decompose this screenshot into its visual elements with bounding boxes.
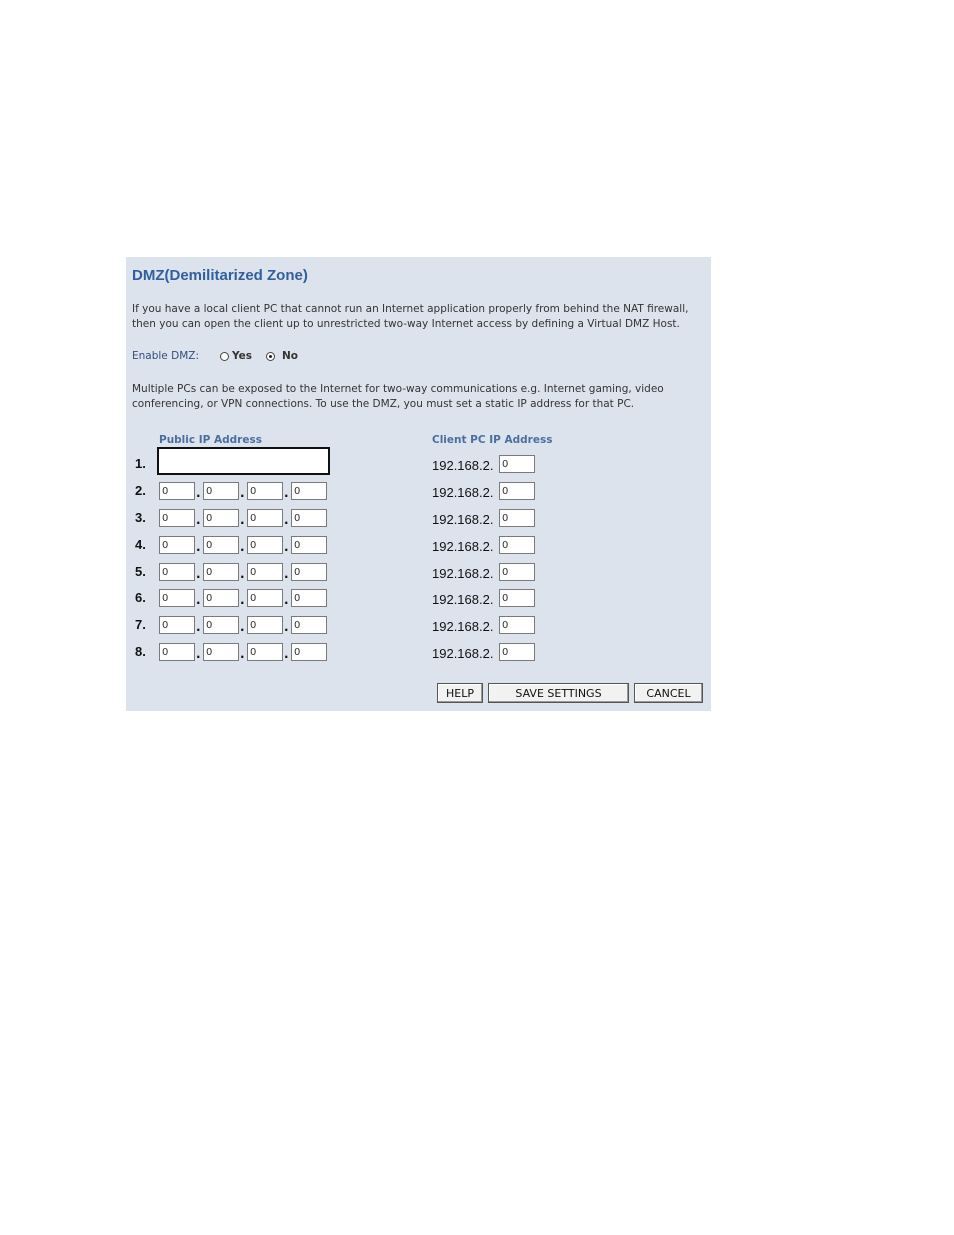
- client-ip-last-octet[interactable]: [499, 536, 535, 554]
- intro-text: If you have a local client PC that cannot run an Internet application properly from behind the NAT firewall, then you can open the client up to unrestricted two-way Internet access by defining a Virtual DMZ Host.: [132, 303, 689, 330]
- client-ip-prefix: 192.168.2.: [432, 646, 494, 661]
- client-ip-last-octet[interactable]: [499, 482, 535, 500]
- row-number: 5.: [135, 564, 146, 579]
- row-number: 2.: [135, 483, 146, 498]
- public-ip-octet-3[interactable]: [247, 616, 283, 634]
- dmz-row: [126, 481, 711, 501]
- public-ip-octet-1[interactable]: [159, 589, 195, 607]
- public-ip-octet-4[interactable]: [291, 643, 327, 661]
- cancel-button[interactable]: CANCEL: [634, 683, 703, 703]
- octet-separator: .: [284, 513, 289, 527]
- octet-separator: .: [284, 486, 289, 500]
- dmz-row: [126, 588, 711, 608]
- public-ip-octet-2[interactable]: [203, 509, 239, 527]
- client-ip-prefix: 192.168.2.: [432, 539, 494, 554]
- public-ip-octet-2[interactable]: [203, 589, 239, 607]
- octet-separator: .: [240, 486, 245, 500]
- public-ip-octet-2[interactable]: [203, 482, 239, 500]
- client-ip-prefix: 192.168.2.: [432, 566, 494, 581]
- client-ip-header: Client PC IP Address: [432, 434, 553, 446]
- public-ip-octet-3[interactable]: [247, 643, 283, 661]
- public-ip-octet-4[interactable]: [291, 536, 327, 554]
- client-ip-last-octet[interactable]: [499, 563, 535, 581]
- radio-yes[interactable]: [220, 352, 229, 361]
- public-ip-octet-2[interactable]: [203, 643, 239, 661]
- public-ip-input[interactable]: [157, 447, 330, 475]
- public-ip-octet-2[interactable]: [203, 616, 239, 634]
- octet-separator: .: [196, 486, 201, 500]
- public-ip-octet-4[interactable]: [291, 563, 327, 581]
- public-ip-octet-1[interactable]: [159, 482, 195, 500]
- public-ip-octet-3[interactable]: [247, 509, 283, 527]
- radio-no[interactable]: [266, 352, 275, 361]
- public-ip-octet-2[interactable]: [203, 563, 239, 581]
- dmz-row: [126, 642, 711, 662]
- public-ip-octet-1[interactable]: [159, 563, 195, 581]
- row-number: 8.: [135, 644, 146, 659]
- client-ip-prefix: 192.168.2.: [432, 512, 494, 527]
- octet-separator: .: [284, 540, 289, 554]
- octet-separator: .: [196, 593, 201, 607]
- note-text: Multiple PCs can be exposed to the Internet for two-way communications e.g. Internet gaming, video conferencing, or VPN connections. To use the DMZ, you must set a static IP address for that PC.: [132, 383, 664, 410]
- octet-separator: .: [196, 647, 201, 661]
- row-number: 7.: [135, 617, 146, 632]
- octet-separator: .: [196, 540, 201, 554]
- dmz-row: [126, 562, 711, 582]
- dmz-row: [126, 535, 711, 555]
- enable-dmz-label: Enable DMZ:: [132, 350, 199, 362]
- public-ip-octet-4[interactable]: [291, 482, 327, 500]
- public-ip-octet-1[interactable]: [159, 643, 195, 661]
- octet-separator: .: [240, 540, 245, 554]
- public-ip-octet-1[interactable]: [159, 536, 195, 554]
- public-ip-octet-4[interactable]: [291, 616, 327, 634]
- public-ip-octet-3[interactable]: [247, 536, 283, 554]
- dmz-row: [126, 454, 711, 474]
- enable-dmz-row: [132, 350, 298, 362]
- public-ip-octet-3[interactable]: [247, 589, 283, 607]
- row-number: 1.: [135, 456, 146, 471]
- help-button[interactable]: HELP: [437, 683, 483, 703]
- row-number: 4.: [135, 537, 146, 552]
- public-ip-octet-1[interactable]: [159, 616, 195, 634]
- dmz-row: [126, 615, 711, 635]
- octet-separator: .: [240, 647, 245, 661]
- client-ip-prefix: 192.168.2.: [432, 485, 494, 500]
- octet-separator: .: [240, 513, 245, 527]
- dmz-panel: [126, 257, 711, 711]
- octet-separator: .: [284, 647, 289, 661]
- public-ip-octet-3[interactable]: [247, 482, 283, 500]
- octet-separator: .: [240, 567, 245, 581]
- octet-separator: .: [196, 567, 201, 581]
- octet-separator: .: [284, 593, 289, 607]
- public-ip-octet-4[interactable]: [291, 589, 327, 607]
- public-ip-octet-3[interactable]: [247, 563, 283, 581]
- page-title: DMZ(Demilitarized Zone): [132, 267, 308, 284]
- client-ip-last-octet[interactable]: [499, 643, 535, 661]
- public-ip-octet-1[interactable]: [159, 509, 195, 527]
- octet-separator: .: [240, 593, 245, 607]
- client-ip-prefix: 192.168.2.: [432, 458, 494, 473]
- octet-separator: .: [196, 513, 201, 527]
- dmz-row: [126, 508, 711, 528]
- row-number: 3.: [135, 510, 146, 525]
- octet-separator: .: [284, 567, 289, 581]
- octet-separator: .: [240, 620, 245, 634]
- save-settings-button[interactable]: SAVE SETTINGS: [488, 683, 629, 703]
- client-ip-prefix: 192.168.2.: [432, 592, 494, 607]
- radio-no-label: No: [282, 350, 299, 362]
- octet-separator: .: [284, 620, 289, 634]
- radio-yes-label: Yes: [231, 350, 252, 362]
- client-ip-last-octet[interactable]: [499, 509, 535, 527]
- client-ip-last-octet[interactable]: [499, 616, 535, 634]
- row-number: 6.: [135, 590, 146, 605]
- public-ip-octet-4[interactable]: [291, 509, 327, 527]
- client-ip-last-octet[interactable]: [499, 455, 535, 473]
- public-ip-header: Public IP Address: [159, 434, 262, 446]
- octet-separator: .: [196, 620, 201, 634]
- client-ip-prefix: 192.168.2.: [432, 619, 494, 634]
- client-ip-last-octet[interactable]: [499, 589, 535, 607]
- public-ip-octet-2[interactable]: [203, 536, 239, 554]
